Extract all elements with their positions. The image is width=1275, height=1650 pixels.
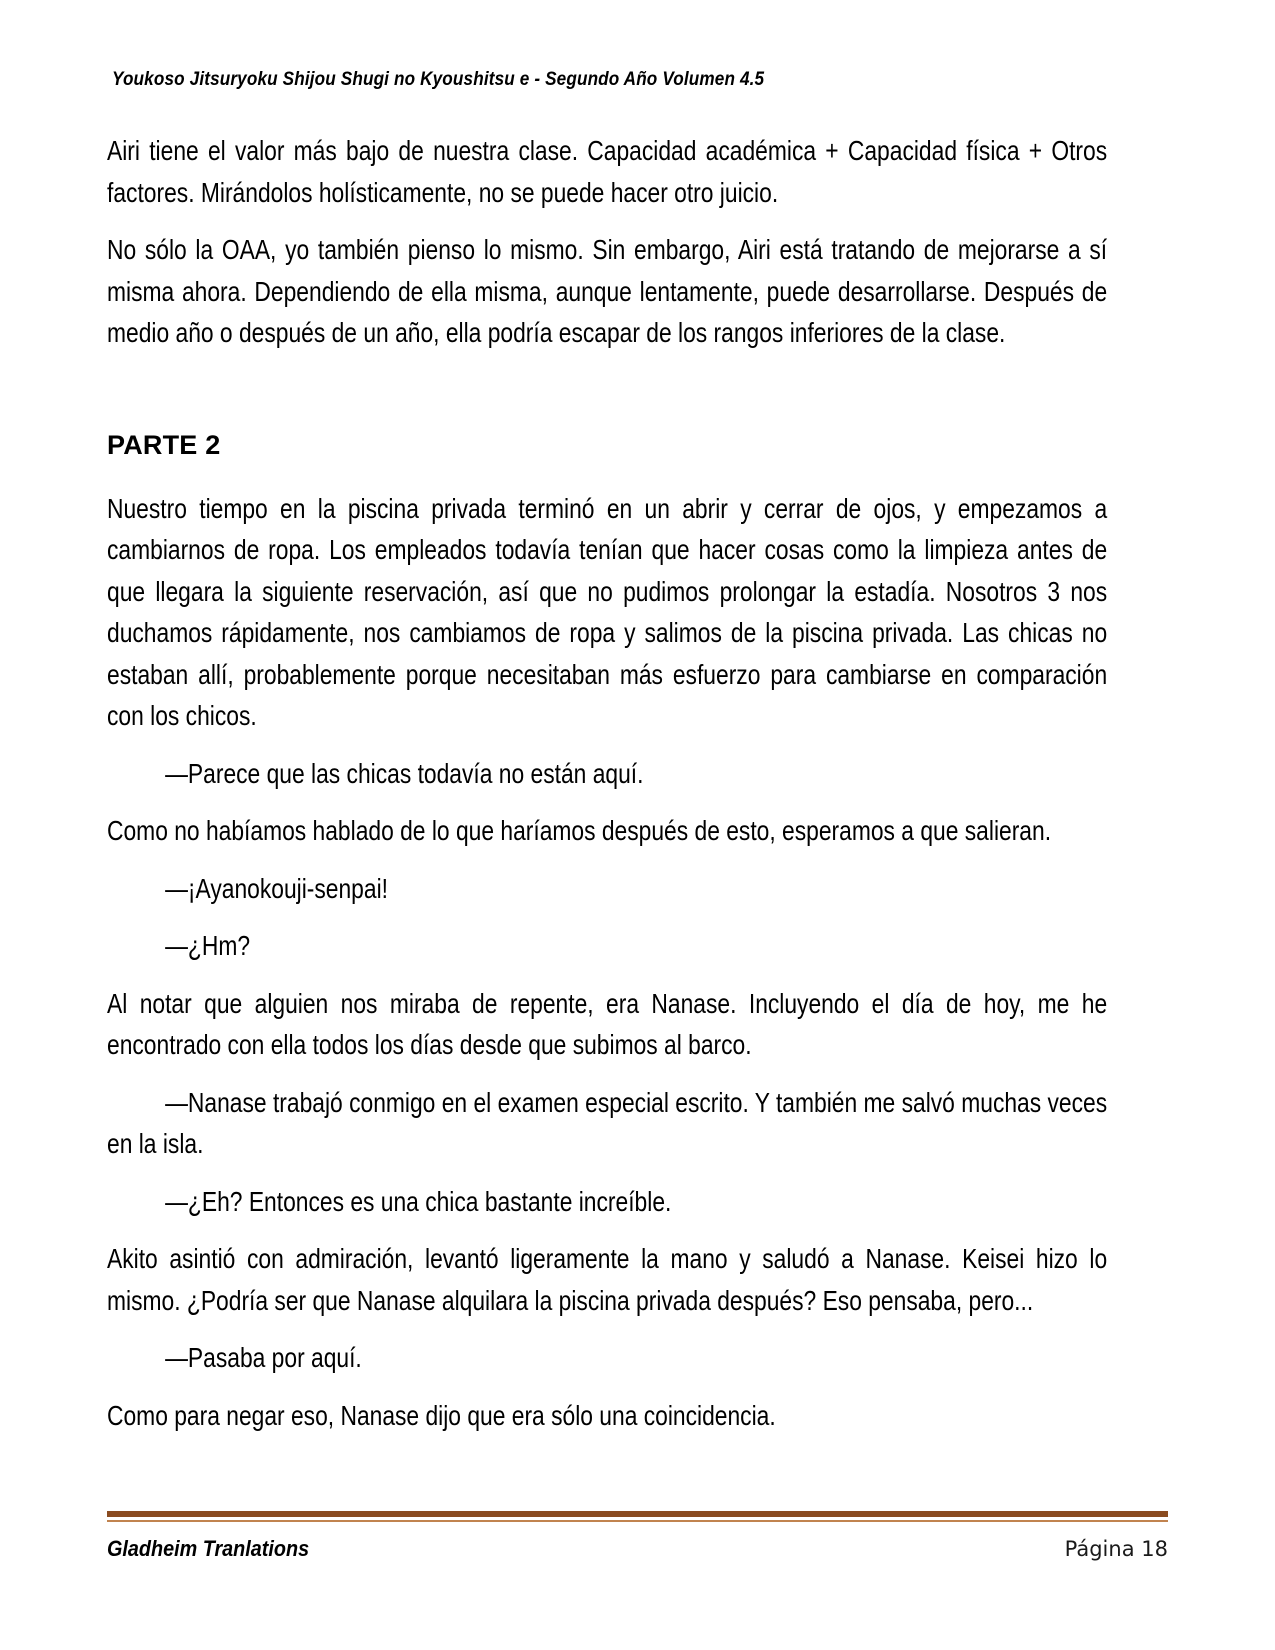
footer-rule-thin (107, 1520, 1168, 1522)
body-paragraph: Akito asintió con admiración, levantó ligeramente la mano y saludó a Nanase. Keisei hizo lo mismo. ¿Podría ser que Nanase alquilara la piscina privada después? Eso pensaba, pero... (107, 1243, 1108, 1316)
body-paragraph: Nuestro tiempo en la piscina privada terminó en un abrir y cerrar de ojos, y empezamos a cambiarnos de ropa. Los empleados todavía tenían que hacer cosas como la limpieza antes de que llegara la siguiente reservación, así que no pudimos prolongar la estadía. Nosotros 3 nos duchamos rápidamente, nos cambiamos de ropa y salimos de la piscina privada. Las chicas no estaban allí, probablemente porque necesitaban más esfuerzo para cambiarse en comparación con los chicos. (107, 492, 1108, 731)
dialogue-line: —¡Ayanokouji-senpai! (165, 872, 388, 904)
dialogue-line: —Pasaba por aquí. (165, 1342, 362, 1373)
body-paragraph: Como no habíamos hablado de lo que haríamos después de esto, esperamos a que salieran. (107, 815, 1052, 846)
dialogue-line: —Parece que las chicas todavía no están aquí. (165, 757, 644, 789)
dialogue-line: —¿Hm? (165, 930, 251, 961)
running-header-title: Youkoso Jitsuryoku Shijou Shugi no Kyoushitsu e - Segundo Año Volumen 4.5 (112, 68, 765, 90)
page-value: 18 (1141, 1537, 1168, 1561)
footer-row (107, 1536, 1168, 1562)
footer-brand-gladheim: Gladheim Tranlations (107, 1536, 310, 1561)
body-paragraph: Como para negar eso, Nanase dijo que era sólo una coincidencia. (107, 1399, 776, 1431)
dialogue-line: —¿Eh? Entonces es una chica bastante increíble. (165, 1185, 672, 1217)
section-heading-parte-2: PARTE 2 (107, 429, 221, 460)
page-body-content (107, 130, 1107, 1452)
page-label: Página (1064, 1537, 1135, 1561)
heading-spacer (107, 370, 1107, 428)
body-paragraph: Al notar que alguien nos miraba de repente, era Nanase. Incluyendo el día de hoy, me he encontrado con ella todos los días desde que subimos al barco. (107, 987, 1108, 1060)
body-paragraph: No sólo la OAA, yo también pienso lo mismo. Sin embargo, Airi está tratando de mejorarse a sí misma ahora. Dependiendo de ella misma, aunque lentamente, puede desarrollarse. Después de medio año o después de un año, ella podría escapar de los rangos inferiores de la clase. (107, 234, 1108, 348)
body-paragraph: Airi tiene el valor más bajo de nuestra clase. Capacidad académica + Capacidad física + Otros factores. Mirándolos holísticamente, no se puede hacer otro juicio. (107, 135, 1108, 208)
dialogue-line: —Nanase trabajó conmigo en el examen especial escrito. Y también me salvó muchas veces en la isla. (107, 1086, 1108, 1159)
page-footer (107, 1511, 1168, 1562)
footer-page-number (1065, 1537, 1168, 1561)
